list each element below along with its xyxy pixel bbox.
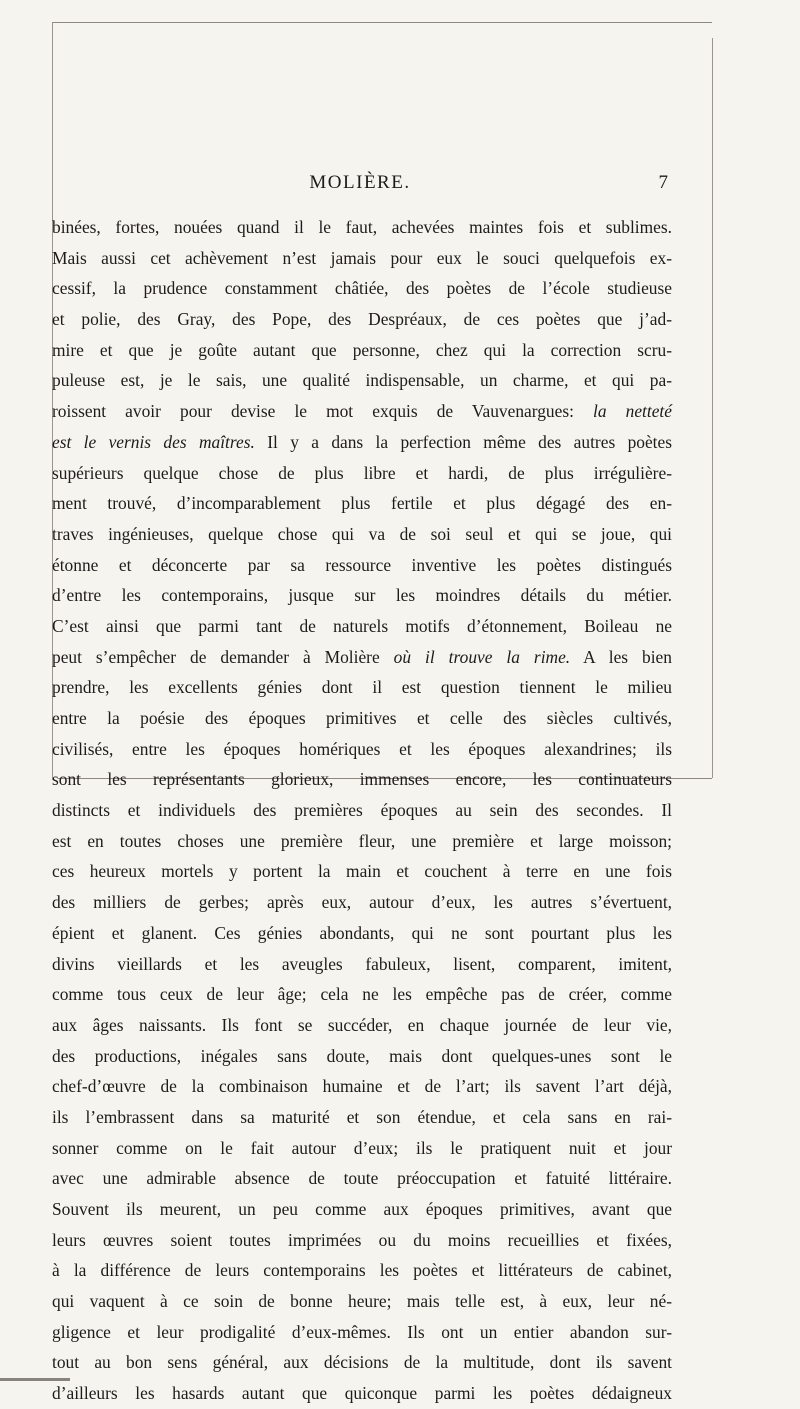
- text-line: [52, 365, 672, 396]
- page-number: 7: [658, 172, 668, 193]
- text-line: [52, 979, 672, 1010]
- text-line: [52, 427, 672, 458]
- text-line: [52, 550, 672, 581]
- text-run: tout au bon sens général, aux décisions de la multitude, dont ils savent: [52, 1352, 672, 1373]
- text-line: [52, 212, 672, 243]
- text-run: traves ingénieuses, quelque chose qui va de soi seul et qui se joue, qui: [52, 523, 672, 544]
- text-line: [52, 1071, 672, 1102]
- text-run: sont les représentants glorieux, immenses encore, les continuateurs: [52, 769, 672, 790]
- text-run: civilisés, entre les époques homériques et les époques alexandrines; ils: [52, 738, 672, 759]
- text-run: ils l’embrassent dans sa maturité et son étendue, et cela sans en rai-: [52, 1106, 672, 1127]
- text-line: [52, 1133, 672, 1164]
- text-line: [52, 887, 672, 918]
- text-run: ces heureux mortels y portent la main et couchent à terre en une fois: [52, 861, 672, 882]
- italic-phrase: est le vernis des maîtres.: [52, 431, 255, 452]
- text-line: [52, 273, 672, 304]
- text-line: [52, 1194, 672, 1225]
- text-line: [52, 703, 672, 734]
- text-line: [52, 826, 672, 857]
- text-line: [52, 335, 672, 366]
- text-run: Mais aussi cet achèvement n’est jamais pour eux le souci quelquefois ex-: [52, 247, 672, 268]
- text-run: épient et glanent. Ces génies abondants, qui ne sont pourtant plus les: [52, 922, 672, 943]
- text-line: [52, 1163, 672, 1194]
- text-line: [52, 458, 672, 489]
- text-run: ment trouvé, d’incomparablement plus fertile et plus dégagé des en-: [52, 493, 672, 514]
- text-line: [52, 1378, 672, 1409]
- text-run: des productions, inégales sans doute, mais dont quelques-unes sont le: [52, 1045, 672, 1066]
- text-run: prendre, les excellents génies dont il est question tiennent le milieu: [52, 677, 672, 698]
- text-line: [52, 1255, 672, 1286]
- running-title: MOLIÈRE.: [309, 172, 411, 193]
- frame-rule-right: [712, 38, 713, 778]
- text-line: [52, 519, 672, 550]
- frame-rule-top: [52, 22, 712, 23]
- text-run: qui vaquent à ce soin de bonne heure; mais telle est, à eux, leur né-: [52, 1291, 672, 1312]
- text-line: [52, 1317, 672, 1348]
- text-line: [52, 243, 672, 274]
- text-line: [52, 672, 672, 703]
- body-text: [52, 212, 672, 1409]
- text-run: supérieurs quelque chose de plus libre et hardi, de plus irrégulière-: [52, 462, 672, 483]
- text-line: [52, 396, 672, 427]
- italic-phrase: la netteté: [593, 401, 672, 422]
- text-line: [52, 1347, 672, 1378]
- text-run: d’ailleurs les hasards autant que quiconque parmi les poètes dédaigneux: [52, 1383, 672, 1404]
- text-line: [52, 1041, 672, 1072]
- text-run: avec une admirable absence de toute préoccupation et fatuité littéraire.: [52, 1168, 672, 1189]
- text-run: des milliers de gerbes; après eux, autour d’eux, les autres s’évertuent,: [52, 892, 672, 913]
- text-line: [52, 580, 672, 611]
- text-run: est en toutes choses une première fleur, une première et large moisson;: [52, 830, 672, 851]
- text-run: cessif, la prudence constamment châtiée, des poètes de l’école studieuse: [52, 278, 672, 299]
- text-line: [52, 949, 672, 980]
- text-line: [52, 918, 672, 949]
- text-line: [52, 1225, 672, 1256]
- text-run: et polie, des Gray, des Pope, des Despréaux, de ces poètes que j’ad-: [52, 309, 672, 330]
- running-head: [52, 172, 668, 198]
- text-run: mire et que je goûte autant que personne, chez qui la correction scru-: [52, 339, 672, 360]
- text-run: sonner comme on le fait autour d’eux; ils le pratiquent nuit et jour: [52, 1137, 672, 1158]
- text-line: [52, 488, 672, 519]
- text-run: entre la poésie des époques primitives et celle des siècles cultivés,: [52, 708, 672, 728]
- text-run: chef-d’œuvre de la combinaison humaine et de l’art; ils savent l’art déjà,: [52, 1076, 672, 1097]
- text-run: peut s’empêcher de demander à Molière: [52, 646, 394, 667]
- text-run: Souvent ils meurent, un peu comme aux époques primitives, avant que: [52, 1199, 672, 1219]
- text-line: [52, 764, 672, 795]
- text-run: d’entre les contemporains, jusque sur les moindres détails du métier.: [52, 585, 672, 606]
- text-line: [52, 304, 672, 335]
- text-line: [52, 795, 672, 826]
- text-line: [52, 1102, 672, 1133]
- text-line: [52, 856, 672, 887]
- text-line: [52, 611, 672, 642]
- text-line: [52, 1286, 672, 1317]
- text-line: [52, 642, 672, 673]
- text-run: distincts et individuels des premières époques au sein des secondes. Il: [52, 800, 672, 821]
- text-line: [52, 1010, 672, 1041]
- text-run: à la différence de leurs contemporains les poètes et littérateurs de cabinet,: [52, 1260, 672, 1281]
- text-run: A les bien: [570, 646, 672, 667]
- text-run: aux âges naissants. Ils font se succéder, en chaque journée de leur vie,: [52, 1014, 672, 1035]
- text-run: leurs œuvres soient toutes imprimées ou du moins recueillies et fixées,: [52, 1229, 672, 1250]
- text-run: puleuse est, je le sais, une qualité indispensable, un charme, et qui pa-: [52, 370, 672, 391]
- text-run: binées, fortes, nouées quand il le faut, achevées maintes fois et sublimes.: [52, 217, 672, 237]
- text-run: roissent avoir pour devise le mot exquis de Vauvenargues:: [52, 401, 594, 422]
- italic-phrase: où il trouve la rime.: [393, 646, 571, 667]
- text-run: comme tous ceux de leur âge; cela ne les empêche pas de créer, comme: [52, 984, 672, 1005]
- text-run: étonne et déconcerte par sa ressource inventive les poètes distingués: [52, 554, 672, 575]
- text-run: divins vieillards et les aveugles fabuleux, lisent, comparent, imitent,: [52, 953, 672, 974]
- text-run: C’est ainsi que parmi tant de naturels motifs d’étonnement, Boileau ne: [52, 615, 672, 636]
- text-run: gligence et leur prodigalité d’eux-mêmes. Ils ont un entier abandon sur-: [52, 1321, 672, 1342]
- text-line: [52, 734, 672, 765]
- scan-edge-mark: [0, 1378, 70, 1381]
- text-run: Il y a dans la perfection même des autres poètes: [254, 431, 672, 452]
